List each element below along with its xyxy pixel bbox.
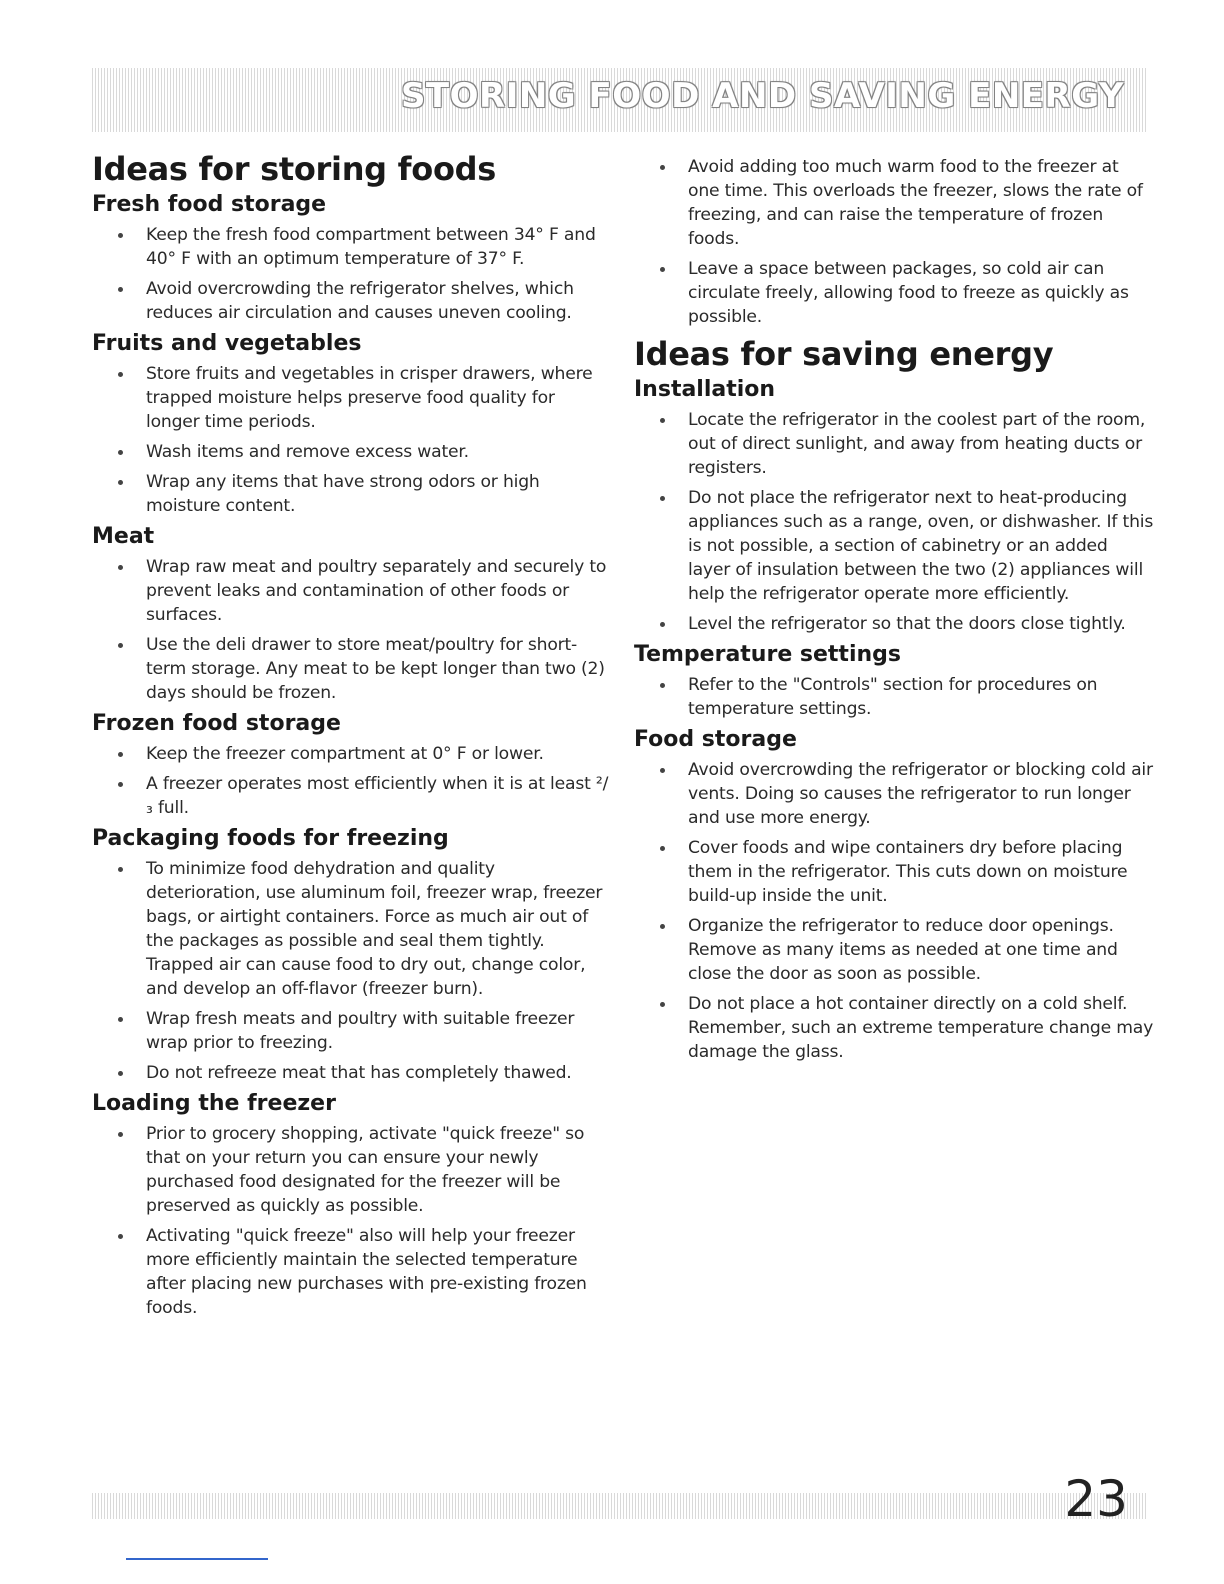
- list-item-text: Keep the freezer compartment at 0° F or lower.: [146, 744, 544, 764]
- bullet-icon: [118, 233, 123, 238]
- bullet-icon: [660, 846, 665, 851]
- divider: [126, 1558, 268, 1560]
- list-item: [634, 612, 1154, 636]
- list-item-text: Wrap any items that have strong odors or high moisture content.: [146, 472, 540, 516]
- list-item-text: Wrap fresh meats and poultry with suitable freezer wrap prior to freezing.: [146, 1009, 575, 1053]
- bullet-icon: [660, 1002, 665, 1007]
- section-banner: [92, 68, 1146, 132]
- list-item-text: Use the deli drawer to store meat/poultry for short-term storage. Any meat to be kept longer than two (2) days should be frozen.: [146, 635, 605, 703]
- list-item: [92, 1007, 612, 1055]
- bullet-icon: [660, 924, 665, 929]
- bullet-icon: [118, 372, 123, 377]
- bullet-icon: [118, 287, 123, 292]
- list-item-text: Activating "quick freeze" also will help your freezer more efficiently maintain the selected temperature after placing new purchases with pre-existing frozen foods.: [146, 1226, 587, 1318]
- bullet-icon: [660, 683, 665, 688]
- list-frozen-food: [92, 742, 612, 820]
- list-fruits-vegetables: [92, 362, 612, 518]
- list-item: [634, 408, 1154, 480]
- subheading-frozen-food: Frozen food storage: [92, 711, 341, 736]
- subheading-installation: Installation: [634, 377, 776, 402]
- list-item-text: Do not place a hot container directly on a cold shelf. Remember, such an extreme temperature change may damage the glass.: [688, 994, 1154, 1062]
- list-item: [92, 440, 612, 464]
- list-item: [92, 277, 612, 325]
- subheading-fruits-vegetables: Fruits and vegetables: [92, 331, 362, 356]
- subheading-fresh-food: Fresh food storage: [92, 192, 327, 217]
- bullet-icon: [660, 496, 665, 501]
- bullet-icon: [660, 622, 665, 627]
- list-item: [634, 257, 1154, 329]
- list-item: [634, 758, 1154, 830]
- list-packaging: [92, 857, 612, 1085]
- list-fresh-food: [92, 223, 612, 325]
- bullet-icon: [118, 565, 123, 570]
- list-item: [92, 555, 612, 627]
- bullet-icon: [118, 782, 123, 787]
- list-meat: [92, 555, 612, 705]
- subheading-meat: Meat: [92, 524, 155, 549]
- subheading-temperature-settings: Temperature settings: [634, 642, 901, 667]
- list-item: [92, 223, 612, 271]
- list-item: [92, 633, 612, 705]
- bullet-icon: [118, 867, 123, 872]
- list-item-text: Do not refreeze meat that has completely thawed.: [146, 1063, 572, 1083]
- list-item: [634, 914, 1154, 986]
- list-item: [92, 1061, 612, 1085]
- bullet-icon: [660, 267, 665, 272]
- list-item-text: Level the refrigerator so that the doors close tightly.: [688, 614, 1126, 634]
- list-item: [634, 836, 1154, 908]
- section-heading-saving-energy: Ideas for saving energy: [634, 335, 1054, 373]
- list-item: [92, 1224, 612, 1320]
- banner-title: STORING FOOD AND SAVING ENERGY: [400, 76, 1124, 116]
- list-freezer-continued: [634, 155, 1154, 329]
- subheading-food-storage: Food storage: [634, 727, 797, 752]
- list-loading-freezer: [92, 1122, 612, 1320]
- list-item-text: Avoid overcrowding the refrigerator shelves, which reduces air circulation and causes uneven cooling.: [146, 279, 574, 323]
- list-temperature-settings: [634, 673, 1154, 721]
- bullet-icon: [118, 1017, 123, 1022]
- list-item-text: Wrap raw meat and poultry separately and securely to prevent leaks and contamination of other foods or surfaces.: [146, 557, 607, 625]
- list-item-text: Keep the fresh food compartment between 34° F and 40° F with an optimum temperature of 37° F.: [146, 225, 596, 269]
- list-item: [92, 857, 612, 1001]
- section-heading-storing: Ideas for storing foods: [92, 150, 496, 188]
- list-item: [92, 362, 612, 434]
- page-number: 23: [1064, 1470, 1128, 1528]
- list-item-text: To minimize food dehydration and quality deterioration, use aluminum foil, freezer wrap, freezer bags, or airtight containers. Force as much air out of the packages as possible and seal them tightly. Trapped air can cause food to dry out, change color, and develop an off-flavor (freezer burn).: [146, 859, 603, 999]
- left-column: [92, 150, 612, 1326]
- bullet-icon: [118, 1132, 123, 1137]
- bullet-icon: [118, 1234, 123, 1239]
- list-item: [634, 992, 1154, 1064]
- list-item: [634, 155, 1154, 251]
- bullet-icon: [118, 450, 123, 455]
- list-item-text: Avoid adding too much warm food to the freezer at one time. This overloads the freezer, slows the rate of freezing, and can raise the temperature of frozen foods.: [688, 157, 1143, 249]
- list-item-text: Organize the refrigerator to reduce door openings. Remove as many items as needed at one time and close the door as soon as possible.: [688, 916, 1118, 984]
- list-installation: [634, 408, 1154, 636]
- list-item-text: Cover foods and wipe containers dry before placing them in the refrigerator. This cuts down on moisture build-up inside the unit.: [688, 838, 1128, 906]
- bullet-icon: [118, 752, 123, 757]
- list-item-text: Do not place the refrigerator next to heat-producing appliances such as a range, oven, or dishwasher. If this is not possible, a section of cabinetry or an added layer of insulation between the two (2) appliances will help the refrigerator operate more efficiently.: [688, 488, 1154, 604]
- list-food-storage: [634, 758, 1154, 1064]
- list-item-text: Store fruits and vegetables in crisper drawers, where trapped moisture helps preserve food quality for longer time periods.: [146, 364, 593, 432]
- bullet-icon: [118, 1071, 123, 1076]
- bullet-icon: [660, 165, 665, 170]
- list-item: [634, 673, 1154, 721]
- list-item-text: Wash items and remove excess water.: [146, 442, 469, 462]
- list-item-text: Prior to grocery shopping, activate "quick freeze" so that on your return you can ensure your newly purchased food designated for the freezer will be preserved as quickly as possible.: [146, 1124, 585, 1216]
- subheading-loading-freezer: Loading the freezer: [92, 1091, 336, 1116]
- list-item: [92, 742, 612, 766]
- subheading-packaging: Packaging foods for freezing: [92, 826, 449, 851]
- right-column: [634, 155, 1154, 1070]
- list-item-text: Locate the refrigerator in the coolest part of the room, out of direct sunlight, and away from heating ducts or registers.: [688, 410, 1146, 478]
- list-item: [634, 486, 1154, 606]
- bullet-icon: [660, 768, 665, 773]
- bullet-icon: [660, 418, 665, 423]
- list-item-text: Avoid overcrowding the refrigerator or blocking cold air vents. Doing so causes the refrigerator to run longer and use more energy.: [688, 760, 1153, 828]
- list-item-text: Leave a space between packages, so cold air can circulate freely, allowing food to freeze as quickly as possible.: [688, 259, 1129, 327]
- list-item: [92, 470, 612, 518]
- list-item: [92, 772, 612, 820]
- list-item: [92, 1122, 612, 1218]
- bullet-icon: [118, 643, 123, 648]
- list-item-text: A freezer operates most efficiently when it is at least ²/₃ full.: [146, 774, 609, 818]
- footer-bar: [92, 1493, 1146, 1519]
- bullet-icon: [118, 480, 123, 485]
- list-item-text: Refer to the "Controls" section for procedures on temperature settings.: [688, 675, 1098, 719]
